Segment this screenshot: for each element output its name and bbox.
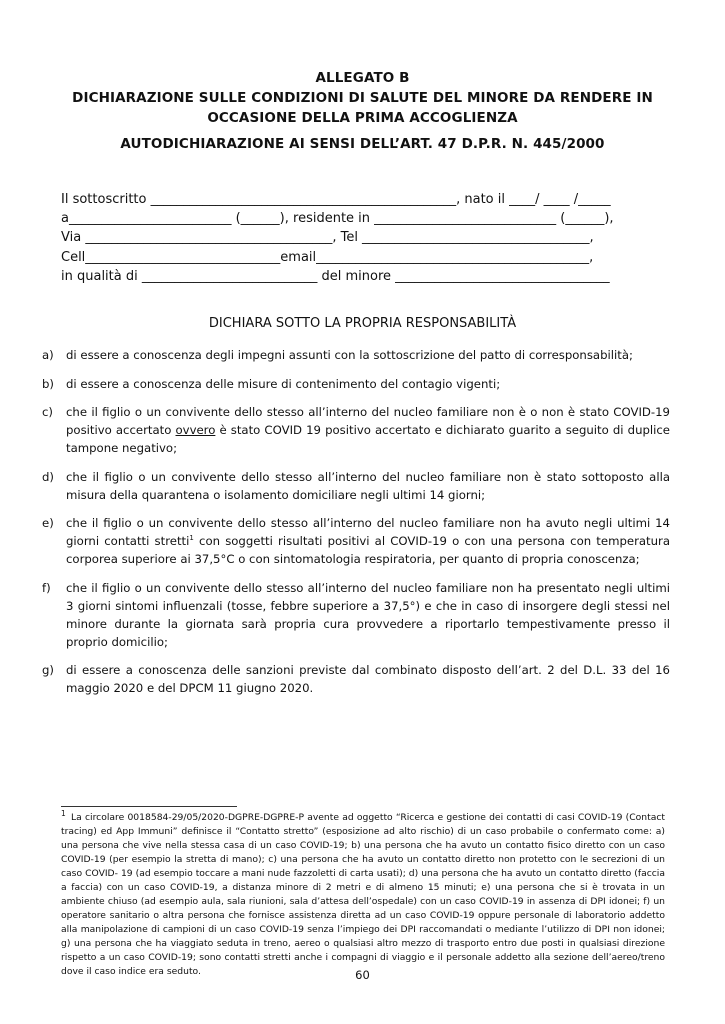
footnote <box>61 808 666 979</box>
item-text <box>66 403 670 457</box>
footnote-text: La circolare 0018584-29/05/2020-DGPRE-DGPRE-P avente ad oggetto “Ricerca e gestione dei contatti di casi COVID-19 (Contact tracing) ed App Immuni” definisce il “Contatto stretto” (esposizione ad alto rischio) di un caso probabile o confermato come: a) una persona che vive nella stessa casa di un caso COVID-19; b) una persona che ha avuto un contatto fisico diretto con un caso COVID-19 (per esempio la stretta di mano); c) una persona che ha avuto un contatto diretto non protetto con le secrezioni di un caso COVID- 19 (ad esempio toccare a mani nude fazzoletti di carta usati); d) una persona che ha avuto un contatto diretto (faccia a faccia) con un caso COVID-19, a distanza minore di 2 metri e di almeno 15 minuti; e) una persona che si è trovata in un ambiente chiuso (ad esempio aula, sala riunioni, sala d’attesa dell’ospedale) con un caso COVID-19 in assenza di DPI idonei; f) un operatore sanitario o altra persona che fornisce assistenza diretta ad un caso COVID-19 oppure personale di laboratorio addetto alla manipolazione di campioni di un caso COVID-19 senza l’impiego dei DPI raccomandati o mediante l’utilizzo di DPI non idonei; g) una persona che ha viaggiato seduta in treno, aereo o qualsiasi altro mezzo di trasporto entro due posti in qualsiasi direzione rispetto a un caso COVID-19; sono contatti stretti anche i compagni di viaggio e il personale addetto alla sezione dell’aereo/treno dove il caso indice era seduto. <box>61 812 666 977</box>
item-text-part: è stato COVID 19 positivo accertato e dichiarato guarito a seguito di duplice tampone negativo; <box>66 423 670 455</box>
footnote-number: 1 <box>61 808 66 818</box>
document-title-line-1: DICHIARAZIONE SULLE CONDIZIONI DI SALUTE DEL MINORE DA RENDERE IN <box>72 90 653 106</box>
declaration-heading: DICHIARA SOTTO LA PROPRIA RESPONSABILITÀ <box>208 316 517 331</box>
item-letter: e) <box>42 516 54 530</box>
item-letter: b) <box>42 376 54 391</box>
item-letter: a) <box>42 348 54 362</box>
item-text: che il figlio o un convivente dello stesso all’interno del nucleo familiare non ha presentato negli ultimi 3 giorni sintomi influenzali (tosse, febbre superiore a 37,5°) e che in caso di insorgere degli stessi nel minore durante la giornata sarà propria cura provvedere a riportarlo tempestivamente presso il proprio domicilio; <box>66 580 670 649</box>
item-letter: f) <box>42 580 51 595</box>
form-line-residence: a_________________________ (______), residente in ____________________________ (______), <box>61 211 614 227</box>
item-text-part: con soggetti risultati positivi al COVID-19 o con una persona con temperatura corporea superiore ai 37,5°C o con sintomatologia respiratoria, per quanto di propria conoscenza; <box>66 534 670 566</box>
self-declaration-subtitle: AUTODICHIARAZIONE AI SENSI DELL’ART. 47 D.P.R. N. 445/2000 <box>120 136 605 152</box>
list-item <box>42 468 670 504</box>
footnote-reference[interactable]: 1 <box>189 534 194 543</box>
item-text: di essere a conoscenza degli impegni assunti con la sottoscrizione del patto di corresponsabilità; <box>66 348 633 362</box>
list-item <box>42 403 670 457</box>
form-line-address-phone: Via ______________________________________, Tel ___________________________________, <box>61 230 594 246</box>
form-line-name: Il sottoscritto _______________________________________________, nato il ____/ ____ /_____ <box>61 192 611 207</box>
footnote-divider <box>61 806 237 807</box>
list-item <box>42 375 670 393</box>
list-item <box>42 346 670 364</box>
item-text: di essere a conoscenza delle sanzioni previste dal combinato disposto dell’art. 2 del D.L. 33 del 16 maggio 2020 e del DPCM 11 giugno 2020. <box>66 663 670 695</box>
list-item <box>42 579 670 651</box>
item-letter: c) <box>42 405 53 419</box>
item-text-part: che il figlio o un convivente dello stesso all’interno del nucleo familiare non ha avuto negli ultimi 14 giorni contatti stretti <box>66 516 670 548</box>
page-number: 60 <box>355 968 370 982</box>
document-title-line-2: OCCASIONE DELLA PRIMA ACCOGLIENZA <box>207 110 518 126</box>
form-line-capacity-minor: in qualità di ___________________________ del minore _________________________________ <box>61 268 610 284</box>
declarant-form <box>61 190 665 286</box>
item-letter: g) <box>42 663 54 677</box>
declaration-list <box>42 346 670 708</box>
annex-title: ALLEGATO B <box>315 70 410 86</box>
item-letter: d) <box>42 469 54 484</box>
item-text: di essere a conoscenza delle misure di contenimento del contagio vigenti; <box>66 376 501 391</box>
list-item <box>42 514 670 568</box>
item-text <box>66 514 670 568</box>
list-item <box>42 661 670 697</box>
item-text: che il figlio o un convivente dello stesso all’interno del nucleo familiare non è stato sottoposto alla misura della quarantena o isolamento domiciliare negli ultimi 14 giorni; <box>66 469 670 502</box>
form-line-cell-email: Cell______________________________email__________________________________________, <box>61 249 594 265</box>
underlined-word: ovvero <box>175 423 216 437</box>
item-text-part: che il figlio o un convivente dello stesso all’interno del nucleo familiare non è o non è stato COVID-19 positivo accertato <box>66 405 670 437</box>
